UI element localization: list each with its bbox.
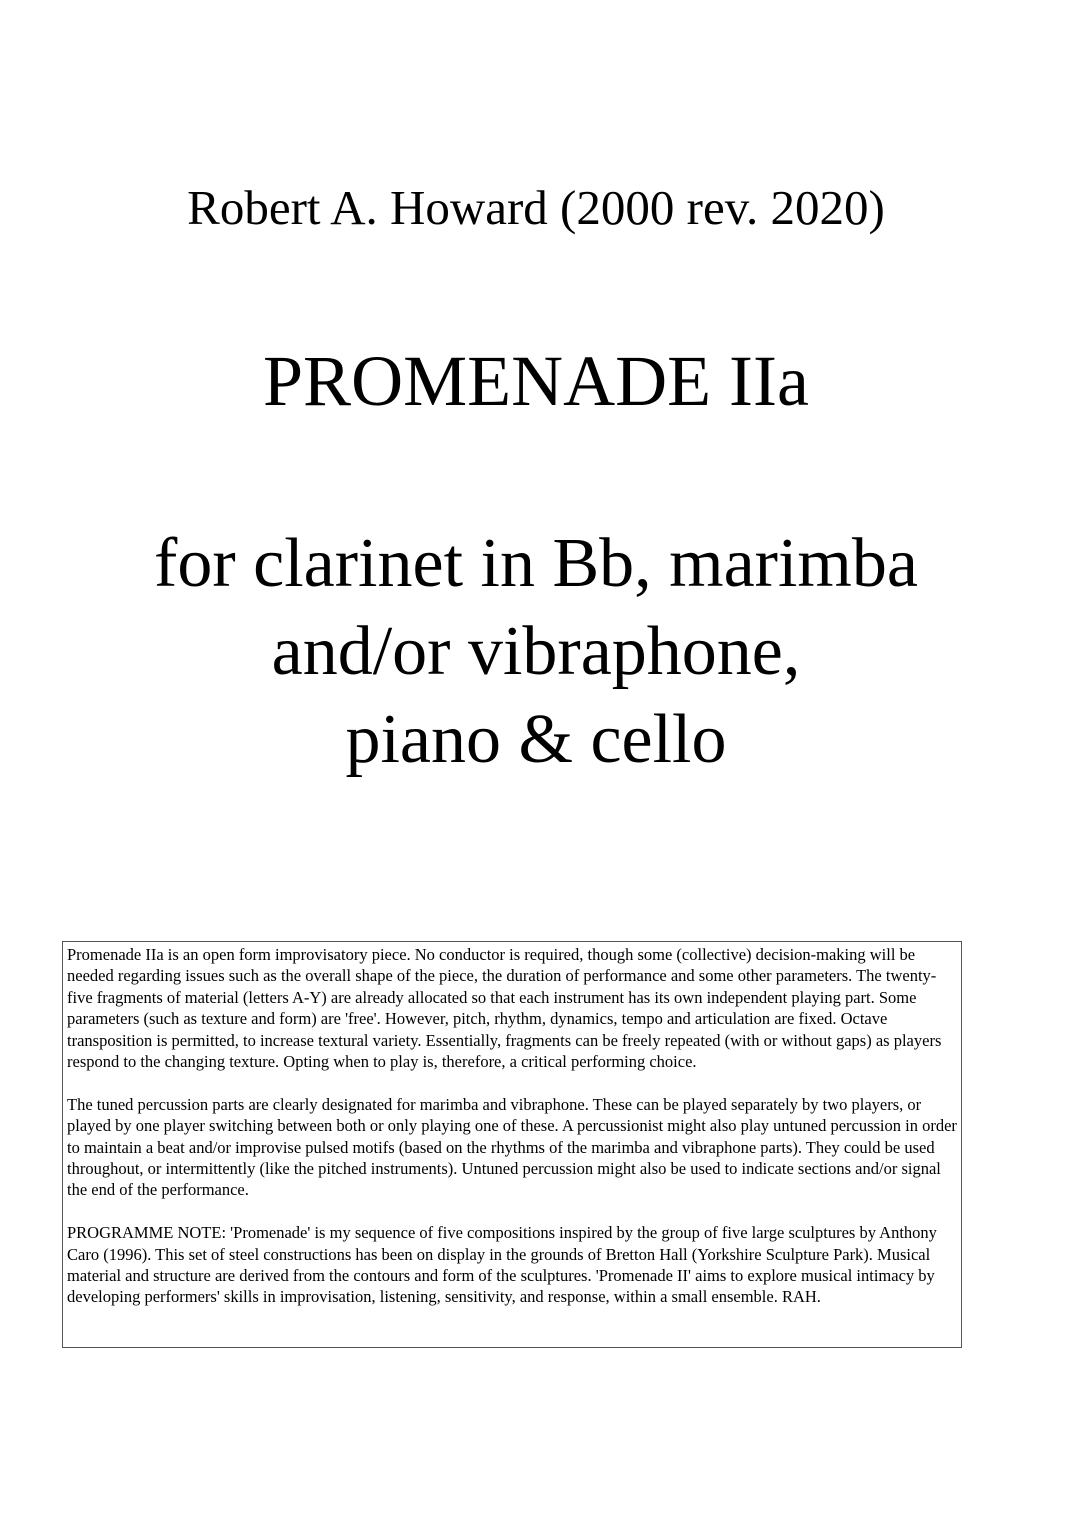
instrumentation-subtitle <box>0 520 1072 784</box>
notes-paragraph-percussion: The tuned percussion parts are clearly designated for marimba and vibraphone. These can be played separately by two players, or played by one player switching between both or only playing one of these. A percussionist might also play untuned percussion in order to maintain a beat and/or improvise pulsed motifs (based on the rhythms of the marimba and vibraphone parts). They could be used throughout, or intermittently (like the pitched instruments). Untuned percussion might also be used to indicate sections and/or signal the end of the performance. <box>67 1094 957 1200</box>
notes-paragraph-form: Promenade IIa is an open form improvisatory piece. No conductor is required, though some (collective) decision-making will be needed regarding issues such as the overall shape of the piece, the duration of performance and some other parameters. The twenty-five fragments of material (letters A-Y) are already allocated so that each instrument has its own independent playing part. Some parameters (such as texture and form) are 'free'. However, pitch, rhythm, dynamics, tempo and articulation are fixed. Octave transposition is permitted, to increase textural variety. Essentially, fragments can be freely repeated (with or without gaps) as players respond to the changing texture. Opting when to play is, therefore, a critical performing choice. <box>67 945 942 1072</box>
subtitle-line: and/or vibraphone, <box>271 613 801 690</box>
subtitle-line: piano & cello <box>345 701 727 778</box>
composer-credit: Robert A. Howard (2000 rev. 2020) <box>187 180 885 235</box>
subtitle-line: for clarinet in Bb, marimba <box>154 525 918 602</box>
notes-paragraph-programme: PROGRAMME NOTE: 'Promenade' is my sequence of five compositions inspired by the group of five large sculptures by Anthony Caro (1996). This set of steel constructions has been on display in the grounds of Bretton Hall (Yorkshire Sculpture Park). Musical material and structure are derived from the contours and form of the sculptures. 'Promenade II' aims to explore musical intimacy by developing performers' skills in improvisation, listening, sensitivity, and response, within a small ensemble. RAH. <box>67 1223 937 1307</box>
performance-notes-box <box>62 941 962 1348</box>
page-title: PROMENADE IIa <box>263 341 809 421</box>
